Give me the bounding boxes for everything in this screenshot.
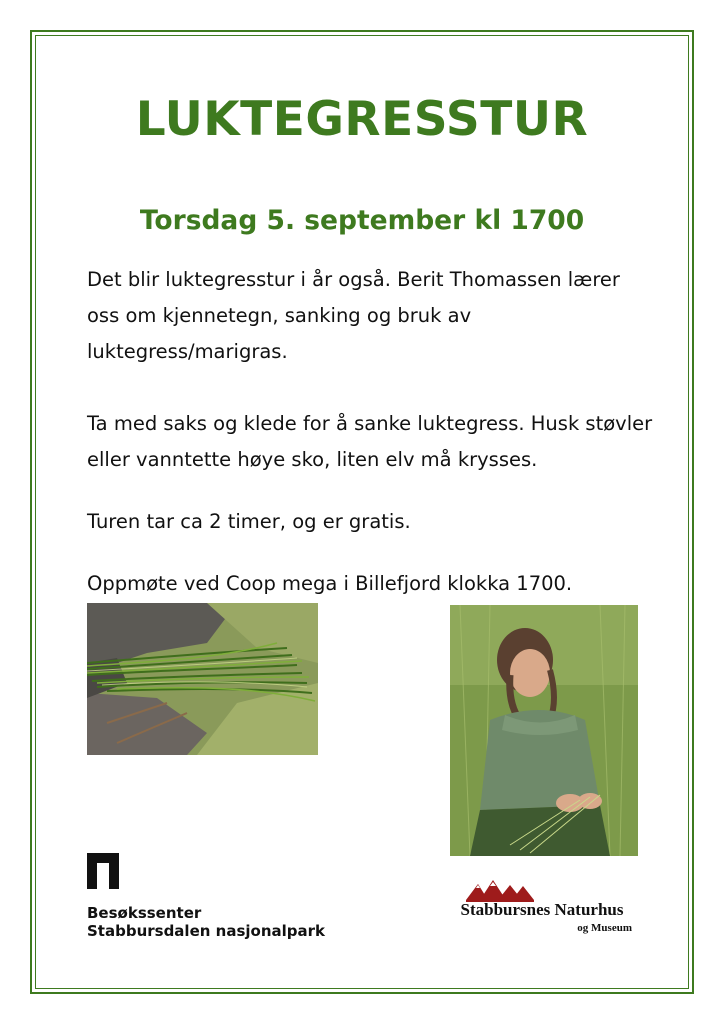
sweetgrass-photo xyxy=(87,603,318,755)
event-date: Torsdag 5. september kl 1700 xyxy=(139,205,585,236)
national-park-mark-icon xyxy=(87,853,119,889)
visitor-center-logo xyxy=(87,853,326,940)
paragraph-intro: Det blir luktegresstur i år også. Berit Thomassen lærer oss om kjennetegn, sanking og bruk av luktegress/marigras. xyxy=(87,268,620,363)
logo-left-line1: Besøkssenter xyxy=(87,904,202,922)
paragraph-equipment: Ta med saks og klede for å sanke luktegress. Husk støvler eller vanntette høye sko, liten elv må krysses. xyxy=(87,412,653,471)
logo-right-name: Stabbursnes Naturhus xyxy=(460,900,624,919)
paragraph-duration: Turen tar ca 2 timer, og er gratis. xyxy=(87,510,411,533)
mountain-peaks-icon xyxy=(466,880,534,902)
paragraph-meeting-point: Oppmøte ved Coop mega i Billefjord klokka 1700. xyxy=(87,572,573,595)
event-description xyxy=(87,262,657,602)
poster-title: LUKTEGRESSTUR xyxy=(135,92,589,147)
logo-left-line2: Stabbursdalen nasjonalpark xyxy=(87,922,326,940)
guide-portrait-photo xyxy=(450,605,638,856)
logo-right-sub: og Museum xyxy=(577,922,632,934)
